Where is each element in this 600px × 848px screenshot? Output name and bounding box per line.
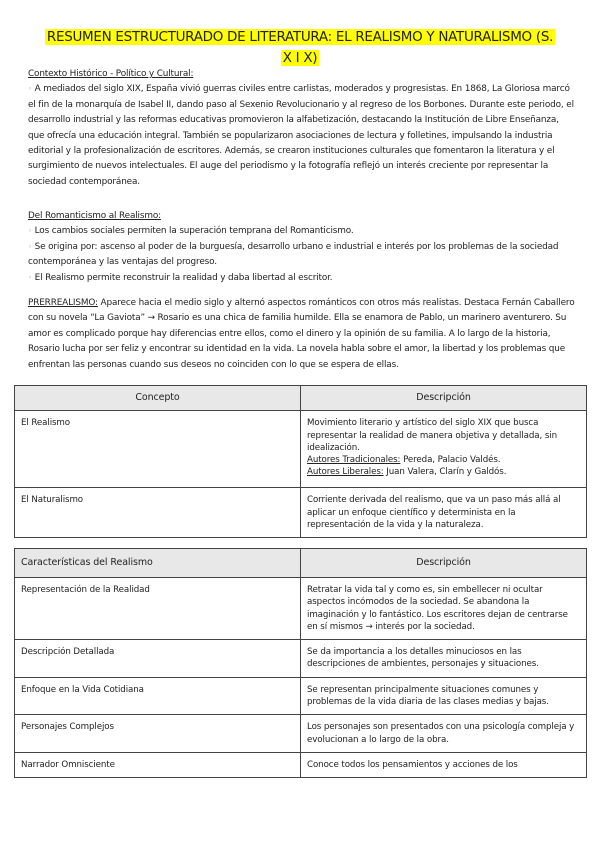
title-line-2: X I X) [282, 50, 318, 66]
table-row [15, 640, 587, 678]
description-cell: Se representan principalmente situaciones comunes y problemas de la vida diaria de las clases medias y bajas. [301, 677, 587, 715]
bullet-icon: ◦ [28, 273, 32, 282]
description-cell: Movimiento literario y artístico del siglo XIX que busca representar la realidad de manera objetiva y detallada, sin idealización. Autores Tradicionales: Pereda, Palacio Valdés. Autores Liberales: Juan Valera, Clarín y Galdós. [301, 411, 587, 488]
table-row [15, 677, 587, 715]
table-row [15, 715, 587, 753]
description-cell: Conoce todos los pensamientos y acciones de los [301, 752, 587, 777]
bullet-icon: ◦ [28, 242, 32, 251]
bullet-icon: ◦ [28, 85, 32, 94]
paragraph [28, 82, 576, 190]
characteristic-cell: Narrador Omnisciente [15, 752, 301, 777]
section-heading: Del Romanticismo al Realismo: [28, 211, 161, 221]
bullet-icon: ◦ [28, 227, 32, 236]
characteristics-table [14, 548, 587, 778]
column-header: Concepto [15, 386, 301, 411]
column-header: Descripción [301, 549, 587, 578]
section-romanticismo [28, 209, 576, 286]
characteristic-cell: Representación de la Realidad [15, 578, 301, 640]
characteristic-cell: Personajes Complejos [15, 715, 301, 753]
characteristic-cell: Descripción Detallada [15, 640, 301, 678]
table-header-row [15, 549, 587, 578]
description-cell: Retratar la vida tal y como es, sin embellecer ni ocultar aspectos incómodos de la sociedad. Se abandona la imaginación y lo fantástico. Los escritores dejan de centrarse en sí mismos → interés por la sociedad. [301, 578, 587, 640]
section-prerrealismo [28, 296, 576, 373]
table-row [15, 488, 587, 538]
column-header: Descripción [301, 386, 587, 411]
section-heading: PRERREALISMO: [28, 298, 98, 308]
list-item: ◦ Los cambios sociales permiten la superación temprana del Romanticismo. [28, 226, 354, 237]
section-contexto [28, 67, 576, 190]
concept-cell: El Realismo [15, 411, 301, 488]
table-row [15, 752, 587, 777]
paragraph-text: A mediados del siglo XIX, España vivió guerras civiles entre carlistas, moderados y progresistas. En 1868, La Gloriosa marcó el fin de la monarquía de Isabel II, dando paso al Sexenio Revolucionario y al regreso de los Borbones. Durante este periodo, el desarrollo industrial y las reformas educativas promovieron la alfabetización, destacando la Institución de Libre Enseñanza, que ofrecía una educación integral. También se popularizaron asociaciones de lectura y folletines, impulsando la industria editorial y la profesionalización de escritores. Además, se crearon instituciones culturales que fomentaron la literatura y el surgimiento de nuevos intelectuales. El auge del periodismo y la fotografía reflejó un interés creciente por representar la sociedad contemporánea. [28, 84, 574, 187]
description-cell: Los personajes son presentados con una psicología compleja y evolucionan a lo largo de la obra. [301, 715, 587, 753]
description-cell: Corriente derivada del realismo, que va un paso más allá al aplicar un enfoque científico y determinista en la representación de la vida y la naturaleza. [301, 488, 587, 538]
description-cell: Se da importancia a los detalles minuciosos en las descripciones de ambientes, personajes y situaciones. [301, 640, 587, 678]
title-line-1: RESUMEN ESTRUCTURADO DE LITERATURA: EL REALISMO Y NATURALISMO (S. [46, 29, 554, 45]
table-row [15, 578, 587, 640]
document-title [0, 27, 600, 69]
characteristic-cell: Enfoque en la Vida Cotidiana [15, 677, 301, 715]
table-header-row [15, 386, 587, 411]
concept-table [14, 385, 587, 538]
concept-cell: El Naturalismo [15, 488, 301, 538]
list-item: ◦ Se origina por: ascenso al poder de la burguesía, desarrollo urbano e industrial e interés por los problemas de la sociedad contemporánea y las ventajas del progreso. [28, 241, 559, 268]
list-item: ◦ El Realismo permite reconstruir la realidad y daba libertad al escritor. [28, 272, 333, 283]
column-header: Características del Realismo [15, 549, 301, 578]
paragraph-text: Aparece hacia el medio siglo y alternó aspectos románticos con otros más realistas. Destaca Fernán Caballero con su novela “La Gaviota” → Rosario es una chica de familia humilde. Ella se enamora de Pablo, un marinero aventurero. Su amor es complicado porque hay diferencias entre ellos, como el dinero y la opinión de su familia. A lo largo de la historia, Rosario lucha por ser feliz y encontrar su identidad en la vida. La novela habla sobre el amor, la libertad y los problemas que enfrentan las personas cuando sus deseos no coinciden con lo que se espera de ellas. [28, 298, 575, 370]
section-heading: Contexto Histórico - Político y Cultural: [28, 69, 194, 79]
table-row [15, 411, 587, 488]
